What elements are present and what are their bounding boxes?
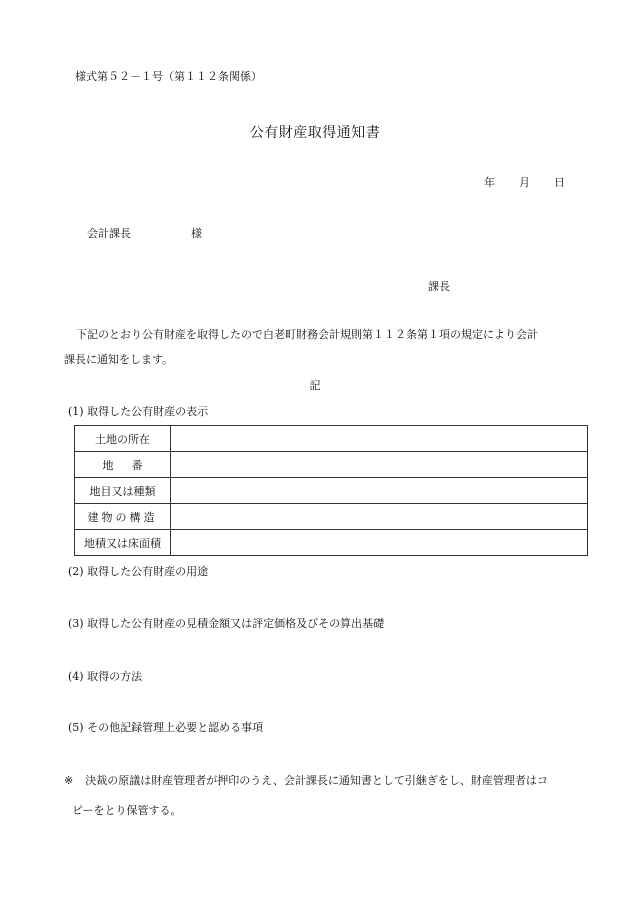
ki-heading: 記 bbox=[309, 379, 321, 392]
item-5-heading: (5) その他記録管理上必要と認める事項 bbox=[68, 721, 264, 734]
date-year-label: 年 bbox=[484, 176, 495, 189]
table-row-value bbox=[171, 530, 588, 556]
note-line-1: 決裁の原議は財産管理者が押印のうえ、会計課長に通知書として引継ぎをし、財産管理者はコ bbox=[85, 774, 548, 787]
addressee-name: 会計課長 bbox=[87, 227, 131, 240]
note-mark: ※ bbox=[64, 774, 74, 787]
date-day-label: 日 bbox=[554, 176, 565, 189]
body-text bbox=[64, 322, 584, 372]
table-row-value bbox=[171, 504, 588, 530]
table-row bbox=[75, 504, 588, 530]
addressee bbox=[87, 225, 202, 241]
date-month-label: 月 bbox=[519, 176, 530, 189]
table-row bbox=[75, 426, 588, 452]
item-4-heading: (4) 取得の方法 bbox=[68, 670, 143, 683]
table-row bbox=[75, 478, 588, 504]
sender: 課長 bbox=[428, 280, 450, 293]
property-table bbox=[74, 425, 588, 556]
item-2-heading: (2) 取得した公有財産の用途 bbox=[68, 565, 209, 578]
document-title: 公有財産取得通知書 bbox=[249, 125, 381, 141]
table-row-label: 地積又は床面積 bbox=[75, 530, 171, 556]
note-line-2: ピーをとり保管する。 bbox=[72, 804, 182, 817]
item-1-heading: (1) 取得した公有財産の表示 bbox=[68, 405, 209, 418]
footnote bbox=[64, 766, 584, 826]
addressee-honorific: 様 bbox=[191, 227, 202, 240]
form-number: 様式第５２－１号（第１１２条関係） bbox=[75, 70, 262, 83]
table-row bbox=[75, 452, 588, 478]
table-row-value bbox=[171, 426, 588, 452]
body-text-line-1: 下記のとおり公有財産を取得したので白老町財務会計規則第１１２条第１項の規定により会計 bbox=[76, 328, 538, 341]
table-row-value bbox=[171, 478, 588, 504]
table-row-label: 地目又は種類 bbox=[75, 478, 171, 504]
table-row-label: 地番 bbox=[75, 452, 171, 478]
body-text-line-2: 課長に通知をします。 bbox=[64, 353, 174, 366]
table-row-label: 建物の構造 bbox=[75, 504, 171, 530]
date-line bbox=[484, 174, 565, 190]
table-row-label: 土地の所在 bbox=[75, 426, 171, 452]
item-3-heading: (3) 取得した公有財産の見積金額又は評定価格及びその算出基礎 bbox=[68, 617, 385, 630]
table-row-value bbox=[171, 452, 588, 478]
table-row bbox=[75, 530, 588, 556]
